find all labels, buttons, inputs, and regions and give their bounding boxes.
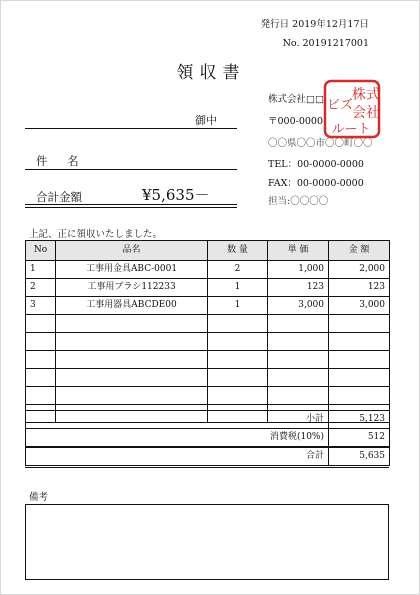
- cell-item-name: 工事用金具ABC-0001: [56, 261, 208, 279]
- total-bottom-rule: [25, 467, 389, 468]
- cell-unit-price: [268, 333, 329, 351]
- totals-table: [25, 410, 390, 466]
- subject-underline: [25, 169, 237, 170]
- cell-quantity: [208, 333, 268, 351]
- table-row: [26, 369, 390, 387]
- cell-amount: 123: [329, 279, 390, 297]
- addressee-underline: [25, 128, 237, 129]
- seal-char-2: 会社: [352, 105, 380, 121]
- cell-item-name: [56, 387, 208, 405]
- cell-item-name: [56, 369, 208, 387]
- issuer-zip: 〒000-0000: [268, 116, 324, 127]
- cell-unit-price: 1,000: [268, 261, 329, 279]
- tax-label: 消費税(10%): [26, 429, 329, 447]
- cell-unit-price: 123: [268, 279, 329, 297]
- subtotal-row: [26, 411, 390, 429]
- cell-item-name: [56, 351, 208, 369]
- cell-item-name: 工事用ブラシ112233: [56, 279, 208, 297]
- cell-quantity: 2: [208, 261, 268, 279]
- cell-amount: [329, 351, 390, 369]
- issuer-fax: FAX：00-0000-0000: [268, 178, 364, 189]
- table-row: [26, 351, 390, 369]
- cell-amount: 3,000: [329, 297, 390, 315]
- cell-amount: [329, 387, 390, 405]
- cell-quantity: [208, 351, 268, 369]
- cell-no: [26, 333, 56, 351]
- header-amount: 金 額: [329, 241, 390, 261]
- company-seal-icon: [323, 79, 381, 139]
- amount-label: 合計金額: [36, 190, 82, 204]
- cell-unit-price: 3,000: [268, 297, 329, 315]
- cell-amount: [329, 369, 390, 387]
- table-row: [26, 297, 390, 315]
- subject-label: 件 名: [36, 154, 87, 168]
- header-quantity: 数 量: [208, 241, 268, 261]
- cell-amount: 2,000: [329, 261, 390, 279]
- issuer-address: 〇〇県〇〇市〇〇町〇〇: [268, 138, 373, 149]
- issuer-company: 株式会社□□: [268, 94, 324, 105]
- cell-unit-price: [268, 387, 329, 405]
- seal-char-1: 株式: [352, 87, 380, 103]
- cell-no: 1: [26, 261, 56, 279]
- cell-unit-price: [268, 351, 329, 369]
- cell-amount: [329, 333, 390, 351]
- issuer-tel: TEL：00-0000-0000: [268, 159, 364, 170]
- cell-quantity: [208, 387, 268, 405]
- cell-no: [26, 351, 56, 369]
- document-title: 領収書: [176, 63, 246, 83]
- cell-amount: [329, 315, 390, 333]
- table-row: [26, 387, 390, 405]
- cell-quantity: 1: [208, 279, 268, 297]
- cell-no: [26, 315, 56, 333]
- receipt-number: No. 20191217001: [282, 38, 369, 49]
- amount-underline: [25, 204, 237, 205]
- header-no: No: [26, 241, 56, 261]
- table-row: [26, 279, 390, 297]
- cell-no: 2: [26, 279, 56, 297]
- items-table: [25, 240, 390, 423]
- header-unit-price: 単 価: [268, 241, 329, 261]
- items-header-row: [26, 241, 390, 261]
- total-row: [26, 447, 390, 466]
- seal-char-4: ルート: [331, 122, 371, 137]
- tax-row: [26, 429, 390, 447]
- issue-date: 発行日 2019年12月17日: [260, 19, 369, 30]
- remarks-label: 備考: [29, 492, 49, 503]
- cell-quantity: 1: [208, 297, 268, 315]
- tax-value: 512: [329, 429, 390, 447]
- table-row: [26, 261, 390, 279]
- addressee-honorific: 御中: [195, 114, 217, 127]
- cell-no: [26, 387, 56, 405]
- cell-unit-price: [268, 369, 329, 387]
- cell-quantity: [208, 369, 268, 387]
- cell-item-name: [56, 315, 208, 333]
- subtotal-value: 5,123: [329, 411, 390, 429]
- cell-no: [26, 369, 56, 387]
- table-row: [26, 333, 390, 351]
- cell-quantity: [208, 315, 268, 333]
- issuer-contact: 担当:〇〇〇〇: [268, 196, 329, 207]
- cell-no: 3: [26, 297, 56, 315]
- remarks-box: [25, 504, 389, 580]
- subtotal-label: 小計: [26, 411, 329, 429]
- total-label: 合計: [26, 447, 329, 466]
- seal-char-3: ビズ: [326, 98, 354, 113]
- table-row: [26, 315, 390, 333]
- cell-item-name: 工事用器具ABCDE00: [56, 297, 208, 315]
- header-item-name: 品名: [56, 241, 208, 261]
- total-value: 5,635: [329, 447, 390, 466]
- cell-item-name: [56, 333, 208, 351]
- amount-value: ¥5,635－: [142, 186, 210, 204]
- total-double-rule: [25, 447, 389, 448]
- amount-double-underline: [25, 207, 237, 208]
- cell-unit-price: [268, 315, 329, 333]
- receipt-note: 上記、正に領収いたしました。: [29, 229, 163, 240]
